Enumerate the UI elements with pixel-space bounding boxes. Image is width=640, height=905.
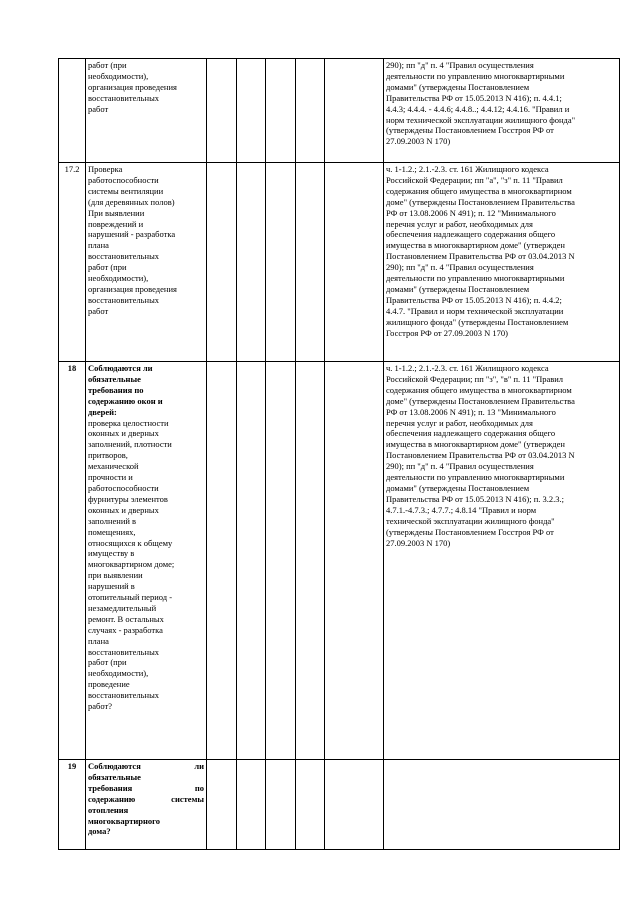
question-line: восстановительных [88, 646, 160, 657]
legal-reference: ч. 1-1.2.; 2.1.-2.3. ст. 161 Жилищного кодекса Российской Федерации; пп "з", "в" п. 11 "Правил содержания общего имущества в многоквартирном доме" (утверждены Постановлением Правительства РФ от 13.08.2006 N 491); п. 13 "Минимального перечня услуг и работ, необходимых для обеспечения надлежащего содержания общего имущества в многоквартирном доме" (утвержден Постановлением Правительства РФ от 03.04.2013 N 290); пп "д" п. 4 "Правил осуществления деятельности по управлению многоквартирными домами" (утверждены Постановлением Правительства РФ от 15.05.2013 N 416); п. 3.2.3.; 4.7.1.-4.7.3.; 4.7.7.; 4.8.14 "Правил и норм технической эксплуатации жилищного фонда" (утверждены Постановлением Госстроя РФ от 27.09.2003 N 170) [384, 362, 620, 760]
answer-extra-cell[interactable] [296, 163, 325, 362]
question-line: необходимости), [88, 668, 149, 679]
question-line: восстановительных [88, 294, 160, 305]
question-line: организация проведения [88, 283, 177, 294]
answer-extra-cell[interactable] [296, 362, 325, 760]
question-line: проверка целостности [88, 417, 169, 428]
question-line: относящихся к общему [88, 537, 173, 548]
question-heading-line: Соблюдаются ли [88, 363, 153, 373]
question-line: работоспособности [88, 482, 159, 493]
question-line: восстановительных [88, 690, 160, 701]
question-line: плана [88, 635, 109, 646]
row-number: 19 [59, 760, 86, 850]
question-line: заполнений в [88, 515, 137, 526]
note-cell[interactable] [325, 163, 384, 362]
question-line: организация проведения [88, 81, 177, 92]
question-heading-line: обязательные [88, 373, 141, 384]
question-line: При выявлении [88, 207, 145, 218]
question-line: заполнений, плотности [88, 439, 172, 450]
question-line: Проверка [88, 164, 123, 174]
answer-na-cell[interactable] [266, 362, 296, 760]
answer-yes-cell[interactable] [207, 362, 237, 760]
answer-yes-cell[interactable] [207, 163, 237, 362]
question-line: отопительный период - [88, 592, 173, 603]
question-line: проведение [88, 679, 130, 690]
question-heading-line: требования по [88, 384, 144, 395]
question-heading-line: содержанию окон и [88, 395, 163, 406]
question-line: многоквартирном доме; [88, 559, 175, 570]
question-line: нарушений в [88, 581, 135, 592]
question-line: (для деревянных полов) [88, 196, 175, 207]
question-heading-line: Соблюдаются ли [88, 761, 204, 771]
question-line: оконных и дверных [88, 428, 159, 439]
answer-na-cell[interactable] [266, 59, 296, 163]
question-line: восстановительных [88, 251, 160, 262]
question-heading-line: обязательные [88, 771, 141, 782]
checklist-table [58, 58, 620, 850]
question-line: механической [88, 461, 139, 472]
question-cell [86, 362, 207, 760]
question-line: нарушений - разработка [88, 229, 176, 240]
question-line: помещениях, [88, 526, 136, 537]
legal-reference: ч. 1-1.2.; 2.1.-2.3. ст. 161 Жилищного кодекса Российской Федерации; пп "а", "з" п. 11 "Правил содержания общего имущества в многоквартирном доме" (утверждены Постановлением Правительства РФ от 13.08.2006 N 491); п. 12 "Минимального перечня услуг и работ, необходимых для обеспечения надлежащего содержания общего имущества в многоквартирном доме" (утвержден Постановлением Правительства РФ от 03.04.2013 N 290); пп "д" п. 4 "Правил осуществления деятельности по управлению многоквартирными домами" (утверждены Постановлением Правительства РФ от 15.05.2013 N 416); п. 4.4.2; 4.4.7. "Правил и норм технической эксплуатации жилищного фонда" (утверждены Постановлением Госстроя РФ от 27.09.2003 N 170) [384, 163, 620, 362]
answer-no-cell[interactable] [237, 163, 266, 362]
question-line: необходимости), [88, 70, 149, 81]
row-number: 17.2 [59, 163, 86, 362]
note-cell[interactable] [325, 362, 384, 760]
question-line: работ? [88, 701, 112, 712]
question-line: при выявлении [88, 570, 143, 581]
question-line: работ [88, 103, 109, 114]
answer-yes-cell[interactable] [207, 760, 237, 850]
note-cell[interactable] [325, 59, 384, 163]
question-line: восстановительных [88, 92, 160, 103]
question-heading-line: требования по [88, 782, 204, 793]
question-line: имуществу в [88, 548, 135, 559]
answer-yes-cell[interactable] [207, 59, 237, 163]
question-heading-line: содержанию системы [88, 793, 204, 804]
answer-na-cell[interactable] [266, 760, 296, 850]
question-line: случаях - разработка [88, 624, 163, 635]
answer-extra-cell[interactable] [296, 59, 325, 163]
answer-no-cell[interactable] [237, 59, 266, 163]
question-line: фурнитуры элементов [88, 493, 168, 504]
row-number [59, 59, 86, 163]
question-cell [86, 59, 207, 163]
question-line: необходимости), [88, 273, 149, 284]
question-heading-line: отопления [88, 804, 129, 815]
question-line: оконных и дверных [88, 504, 159, 515]
table-row [59, 59, 620, 163]
question-heading-line: дома? [88, 826, 111, 837]
question-line: работ (при [88, 657, 127, 668]
answer-na-cell[interactable] [266, 163, 296, 362]
question-line: работ [88, 305, 109, 316]
legal-reference [384, 760, 620, 850]
question-line: прочности и [88, 472, 133, 483]
question-line: повреждений и [88, 218, 144, 229]
question-line: работоспособности [88, 174, 159, 185]
question-line: незамедлительный [88, 602, 157, 613]
question-line: системы вентиляции [88, 185, 164, 196]
question-line: работ (при [88, 262, 127, 273]
table-row [59, 163, 620, 362]
question-line: ремонт. В остальных [88, 613, 164, 624]
question-line: работ (при [88, 60, 127, 70]
question-heading-line: многоквартирного [88, 815, 161, 826]
answer-extra-cell[interactable] [296, 760, 325, 850]
table-row [59, 362, 620, 760]
question-line: притворов, [88, 450, 128, 461]
row-number: 18 [59, 362, 86, 760]
question-cell [86, 760, 207, 850]
question-heading-line: дверей: [88, 406, 117, 417]
question-cell [86, 163, 207, 362]
answer-no-cell[interactable] [237, 760, 266, 850]
note-cell[interactable] [325, 760, 384, 850]
answer-no-cell[interactable] [237, 362, 266, 760]
question-line: плана [88, 240, 109, 251]
table-row [59, 760, 620, 850]
legal-reference: 290); пп "д" п. 4 "Правил осуществления деятельности по управлению многоквартирными домами" (утверждены Постановлением Правительства РФ от 15.05.2013 N 416); п. 4.4.1; 4.4.3; 4.4.4. - 4.4.6; 4.4.8..; 4.4.12; 4.4.16. "Правил и норм технической эксплуатации жилищного фонда" (утверждены Постановлением Госстроя РФ от 27.09.2003 N 170) [384, 59, 620, 163]
